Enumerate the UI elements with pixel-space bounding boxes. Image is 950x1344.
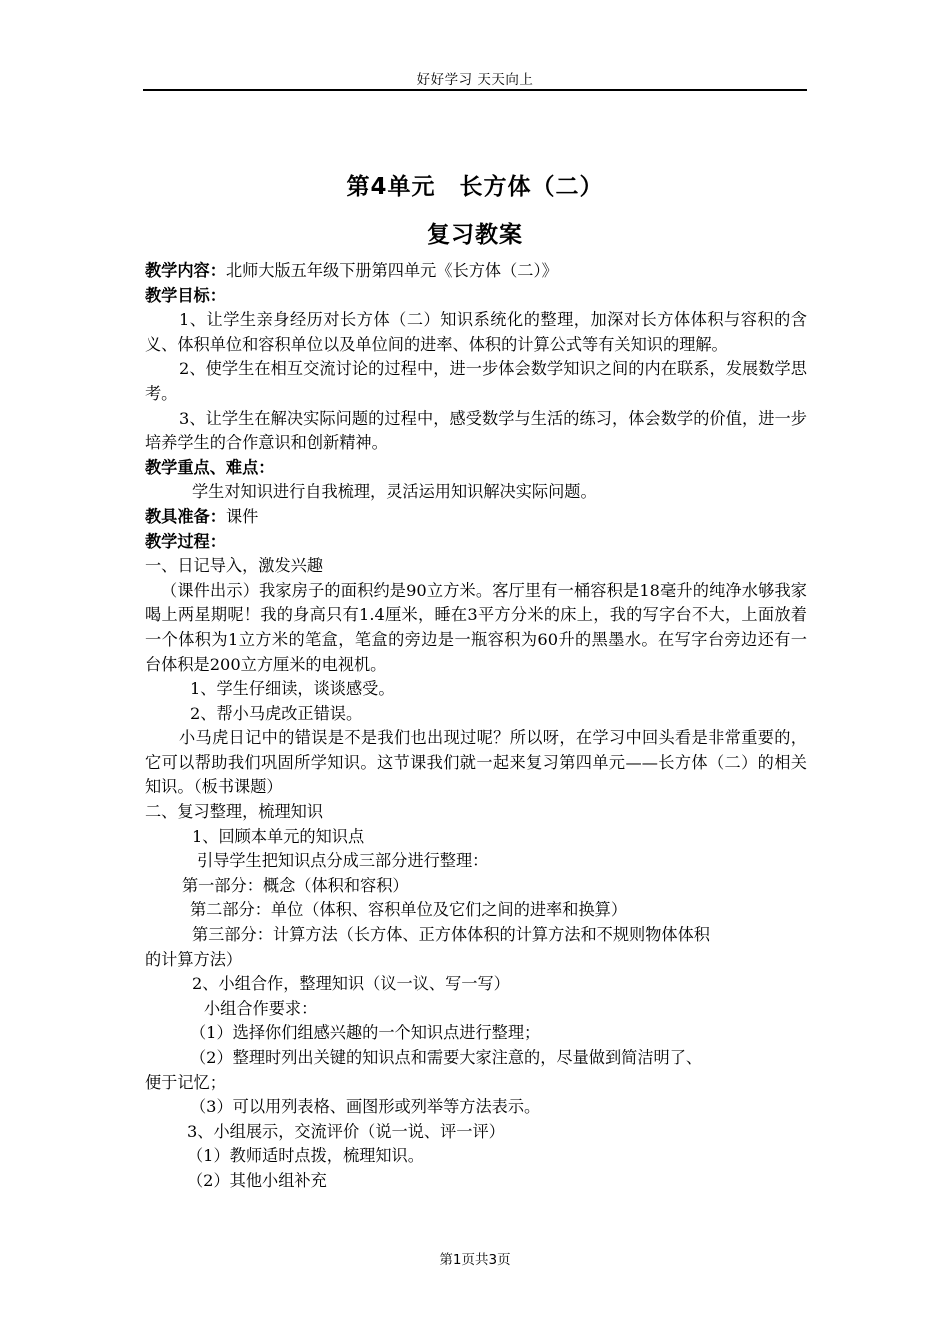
doc-subtitle: 复习教案 <box>427 222 523 248</box>
page-header: 好好学习 天天向上 <box>416 72 534 88</box>
page-footer: 第1页共3页 <box>439 1252 511 1268</box>
sub-step-2: （2）其他小组补充 <box>187 1170 327 1190</box>
objective-3: 3、让学生在解决实际问题的过程中，感受数学与生活的练习，体会数学的价值，进一步培养学生的合作意识和创新精神。 <box>145 408 807 453</box>
diary-paragraph: （课件出示）我家房子的面积约是90立方米。客厅里有一桶容积是18毫升的纯净水够我家喝上两星期呢！我的身高只有1.4厘米，睡在3平方分米的床上，我的写字台不大，上面放着一个体积为1立方米的笔盒，笔盒的旁边是一瓶容积为60升的黑墨水。在写字台旁边还有一台体积是200立方厘米的电视机。 <box>145 580 807 674</box>
teaching-content-row <box>145 259 807 284</box>
step-1-1: 1、学生仔细读，谈谈感受。 <box>190 679 395 699</box>
header-rule <box>143 89 807 91</box>
materials-value: 课件 <box>225 506 259 526</box>
requirement-3: （3）可以用列表格、画图形或列举等方法表示。 <box>190 1097 541 1117</box>
requirement-2-line-b: 便于记忆； <box>145 1072 226 1092</box>
doc-title: 第4单元 长方体（二） <box>346 174 604 200</box>
teaching-content-label: 教学内容： <box>145 261 226 280</box>
section-2-heading: 二、复习整理，梳理知识 <box>145 802 324 822</box>
part-3-line-b: 的计算方法） <box>145 949 243 969</box>
section-1-heading: 一、日记导入，激发兴趣 <box>145 556 324 576</box>
objectives-label: 教学目标： <box>145 285 226 305</box>
requirement-2-line-a: （2）整理时列出关键的知识点和需要大家注意的，尽量做到简洁明了、 <box>190 1048 703 1067</box>
requirement-1: （1）选择你们组感兴趣的一个知识点进行整理； <box>190 1023 541 1043</box>
materials-row <box>145 505 807 530</box>
step-1-2: 2、帮小马虎改正错误。 <box>190 703 363 723</box>
key-points-label: 教学重点、难点： <box>145 457 275 477</box>
objective-2: 2、使学生在相互交流讨论的过程中，进一步体会数学知识之间的内在联系，发展数学思考。 <box>145 359 807 403</box>
step-2-3: 3、小组展示，交流评价（说一说、评一评） <box>187 1121 505 1141</box>
objective-1: 1、让学生亲身经历对长方体（二）知识系统化的整理，加深对长方体体积与容积的含义、体积单位和容积单位以及单位间的进率、体积的计算公式等有关知识的理解。 <box>145 310 807 354</box>
part-3-line-a: 第三部分：计算方法（长方体、正方体体积的计算方法和不规则物体体积 <box>192 925 710 945</box>
transition-paragraph: 小马虎日记中的错误是不是我们也出现过呢？所以呀，在学习中回头看是非常重要的，它可以帮助我们巩固所学知识。这节课我们就一起来复习第四单元——长方体（二）的相关知识。（板书课题） <box>145 728 807 797</box>
process-label: 教学过程： <box>145 531 226 551</box>
requirements-label: 小组合作要求： <box>204 998 318 1018</box>
guide-text: 引导学生把知识点分成三部分进行整理： <box>197 851 489 871</box>
teaching-content-value: 北师大版五年级下册第四单元《长方体（二）》 <box>225 261 558 280</box>
key-points-value: 学生对知识进行自我梳理，灵活运用知识解决实际问题。 <box>192 482 597 502</box>
step-2-1: 1、回顾本单元的知识点 <box>192 826 365 846</box>
sub-step-1: （1）教师适时点拨，梳理知识。 <box>187 1146 424 1166</box>
materials-label: 教具准备： <box>145 506 226 526</box>
part-2: 第二部分：单位（体积、容积单位及它们之间的进率和换算） <box>190 900 628 920</box>
doc-body <box>145 259 807 1194</box>
step-2-2: 2、小组合作，整理知识（议一议、写一写） <box>192 974 510 994</box>
part-1: 第一部分：概念（体积和容积） <box>182 875 409 895</box>
